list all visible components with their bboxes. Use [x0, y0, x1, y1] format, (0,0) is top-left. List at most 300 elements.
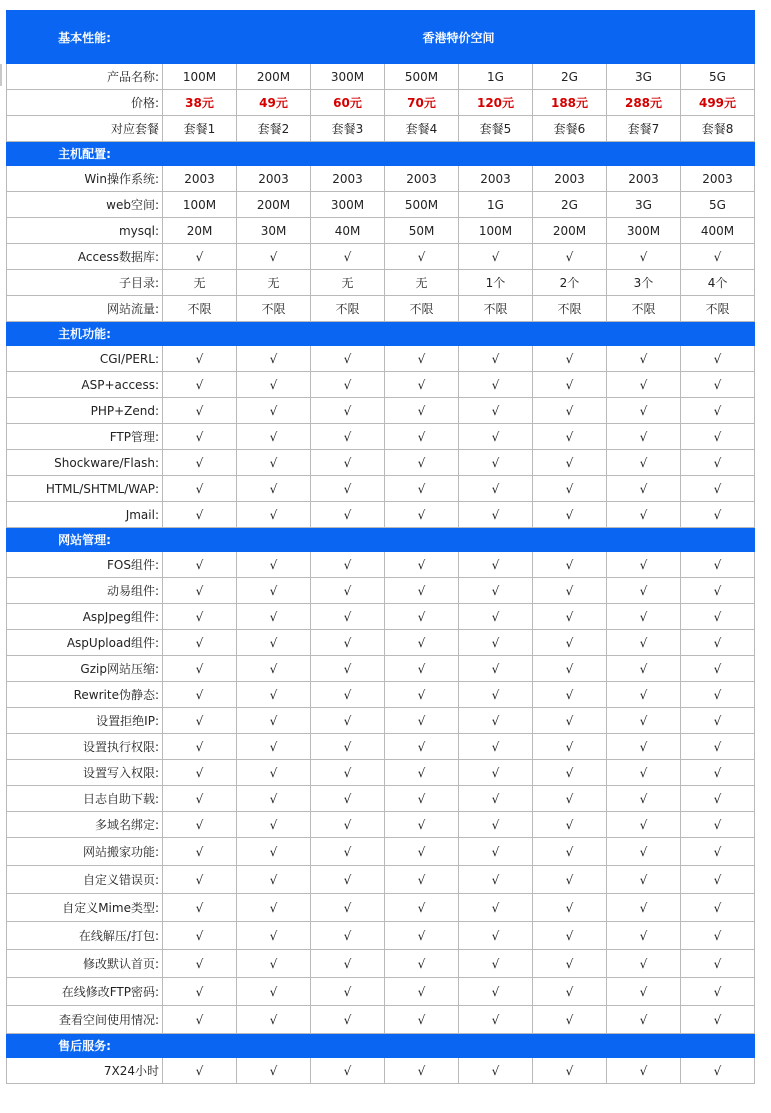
check-mark-icon: √: [681, 922, 755, 950]
plan-price: 288元: [607, 90, 681, 116]
check-mark-icon: √: [533, 1006, 607, 1034]
check-mark-icon: √: [459, 656, 533, 682]
check-mark-icon: √: [237, 656, 311, 682]
row-label: 查看空间使用情况:: [7, 1006, 163, 1034]
check-mark-icon: √: [163, 346, 237, 372]
section-title: 网站管理:: [7, 528, 163, 552]
check-mark-icon: √: [681, 734, 755, 760]
row-label: 多域名绑定:: [7, 812, 163, 838]
plan-comparison-table: [6, 10, 755, 1084]
check-mark-icon: √: [533, 1058, 607, 1084]
check-mark-icon: √: [533, 424, 607, 450]
table-cell: 2个: [533, 270, 607, 296]
check-mark-icon: √: [533, 760, 607, 786]
check-mark-icon: √: [237, 630, 311, 656]
check-mark-icon: √: [385, 812, 459, 838]
check-mark-icon: √: [311, 476, 385, 502]
table-row: [7, 734, 755, 760]
check-mark-icon: √: [311, 346, 385, 372]
plan-name: 300M: [311, 64, 385, 90]
check-mark-icon: √: [311, 760, 385, 786]
section-header-host-config: [7, 142, 755, 166]
table-row: [7, 760, 755, 786]
check-mark-icon: √: [533, 578, 607, 604]
table-cell: √: [237, 244, 311, 270]
plan-package: 套餐3: [311, 116, 385, 142]
check-mark-icon: √: [385, 708, 459, 734]
row-label: mysql:: [7, 218, 163, 244]
check-mark-icon: √: [311, 894, 385, 922]
table-row: [7, 552, 755, 578]
table-row: [7, 1058, 755, 1084]
check-mark-icon: √: [311, 450, 385, 476]
row-label: 设置执行权限:: [7, 734, 163, 760]
check-mark-icon: √: [311, 922, 385, 950]
plan-price: 120元: [459, 90, 533, 116]
check-mark-icon: √: [385, 978, 459, 1006]
table-cell: 50M: [385, 218, 459, 244]
table-row: [7, 604, 755, 630]
check-mark-icon: √: [459, 760, 533, 786]
row-label: Jmail:: [7, 502, 163, 528]
check-mark-icon: √: [311, 682, 385, 708]
table-cell: 100M: [459, 218, 533, 244]
table-cell: 无: [385, 270, 459, 296]
check-mark-icon: √: [459, 578, 533, 604]
table-cell: 1G: [459, 192, 533, 218]
table-cell: 3个: [607, 270, 681, 296]
table-row: [7, 812, 755, 838]
check-mark-icon: √: [163, 450, 237, 476]
check-mark-icon: √: [163, 502, 237, 528]
check-mark-icon: √: [385, 398, 459, 424]
check-mark-icon: √: [681, 786, 755, 812]
check-mark-icon: √: [681, 682, 755, 708]
plan-package: 套餐7: [607, 116, 681, 142]
check-mark-icon: √: [237, 978, 311, 1006]
table-row: [7, 978, 755, 1006]
check-mark-icon: √: [607, 398, 681, 424]
table-cell: √: [311, 244, 385, 270]
table-cell: √: [459, 244, 533, 270]
table-cell: 不限: [533, 296, 607, 322]
check-mark-icon: √: [607, 838, 681, 866]
plan-name: 200M: [237, 64, 311, 90]
plan-package: 套餐6: [533, 116, 607, 142]
check-mark-icon: √: [459, 1058, 533, 1084]
check-mark-icon: √: [237, 424, 311, 450]
table-row: [7, 502, 755, 528]
table-row: [7, 424, 755, 450]
check-mark-icon: √: [681, 398, 755, 424]
check-mark-icon: √: [163, 978, 237, 1006]
table-row: [7, 270, 755, 296]
check-mark-icon: √: [237, 866, 311, 894]
table-cell: 2003: [311, 166, 385, 192]
check-mark-icon: √: [533, 346, 607, 372]
price-row: [7, 90, 755, 116]
check-mark-icon: √: [681, 1058, 755, 1084]
row-label: 价格:: [7, 90, 163, 116]
table-cell: √: [385, 244, 459, 270]
check-mark-icon: √: [459, 838, 533, 866]
check-mark-icon: √: [607, 578, 681, 604]
table-cell: √: [163, 244, 237, 270]
check-mark-icon: √: [385, 604, 459, 630]
package-row: [7, 116, 755, 142]
check-mark-icon: √: [533, 894, 607, 922]
table-title: 香港特价空间: [163, 11, 755, 64]
plan-name: 100M: [163, 64, 237, 90]
check-mark-icon: √: [607, 922, 681, 950]
check-mark-icon: √: [681, 760, 755, 786]
check-mark-icon: √: [385, 950, 459, 978]
table-cell: 200M: [533, 218, 607, 244]
section-header-host-features: [7, 322, 755, 346]
section-spacer: [163, 142, 755, 166]
check-mark-icon: √: [607, 372, 681, 398]
check-mark-icon: √: [533, 552, 607, 578]
check-mark-icon: √: [163, 552, 237, 578]
check-mark-icon: √: [163, 682, 237, 708]
table-row: [7, 922, 755, 950]
check-mark-icon: √: [459, 372, 533, 398]
table-row: [7, 296, 755, 322]
row-label: Win操作系统:: [7, 166, 163, 192]
check-mark-icon: √: [163, 398, 237, 424]
section-title: 售后服务:: [7, 1034, 163, 1058]
row-label: 对应套餐: [7, 116, 163, 142]
check-mark-icon: √: [459, 552, 533, 578]
check-mark-icon: √: [607, 424, 681, 450]
check-mark-icon: √: [237, 476, 311, 502]
table-cell: 40M: [311, 218, 385, 244]
check-mark-icon: √: [311, 552, 385, 578]
check-mark-icon: √: [459, 398, 533, 424]
check-mark-icon: √: [163, 786, 237, 812]
check-mark-icon: √: [311, 1006, 385, 1034]
check-mark-icon: √: [385, 424, 459, 450]
check-mark-icon: √: [533, 450, 607, 476]
hosting-comparison: [6, 10, 755, 1084]
check-mark-icon: √: [459, 476, 533, 502]
check-mark-icon: √: [459, 346, 533, 372]
check-mark-icon: √: [533, 950, 607, 978]
check-mark-icon: √: [533, 630, 607, 656]
section-header-site-management: [7, 528, 755, 552]
check-mark-icon: √: [163, 838, 237, 866]
check-mark-icon: √: [533, 734, 607, 760]
check-mark-icon: √: [311, 578, 385, 604]
check-mark-icon: √: [163, 812, 237, 838]
table-cell: 不限: [311, 296, 385, 322]
check-mark-icon: √: [237, 760, 311, 786]
table-row: [7, 166, 755, 192]
check-mark-icon: √: [311, 978, 385, 1006]
check-mark-icon: √: [533, 372, 607, 398]
plan-package: 套餐4: [385, 116, 459, 142]
check-mark-icon: √: [385, 866, 459, 894]
check-mark-icon: √: [385, 734, 459, 760]
table-row: [7, 372, 755, 398]
table-row: [7, 630, 755, 656]
check-mark-icon: √: [681, 894, 755, 922]
plan-price: 60元: [311, 90, 385, 116]
check-mark-icon: √: [311, 708, 385, 734]
check-mark-icon: √: [681, 866, 755, 894]
table-row: [7, 682, 755, 708]
check-mark-icon: √: [385, 578, 459, 604]
check-mark-icon: √: [533, 922, 607, 950]
check-mark-icon: √: [459, 922, 533, 950]
check-mark-icon: √: [237, 682, 311, 708]
table-cell: 1个: [459, 270, 533, 296]
check-mark-icon: √: [459, 734, 533, 760]
check-mark-icon: √: [533, 502, 607, 528]
check-mark-icon: √: [385, 656, 459, 682]
check-mark-icon: √: [163, 894, 237, 922]
plan-name: 2G: [533, 64, 607, 90]
check-mark-icon: √: [607, 866, 681, 894]
check-mark-icon: √: [237, 922, 311, 950]
check-mark-icon: √: [385, 450, 459, 476]
table-cell: √: [681, 244, 755, 270]
check-mark-icon: √: [459, 1006, 533, 1034]
check-mark-icon: √: [163, 734, 237, 760]
check-mark-icon: √: [533, 978, 607, 1006]
section-title: 主机功能:: [7, 322, 163, 346]
check-mark-icon: √: [681, 424, 755, 450]
check-mark-icon: √: [237, 708, 311, 734]
check-mark-icon: √: [607, 630, 681, 656]
table-cell: 300M: [311, 192, 385, 218]
check-mark-icon: √: [311, 812, 385, 838]
check-mark-icon: √: [681, 502, 755, 528]
table-cell: 无: [237, 270, 311, 296]
plan-price: 499元: [681, 90, 755, 116]
check-mark-icon: √: [533, 786, 607, 812]
check-mark-icon: √: [607, 786, 681, 812]
check-mark-icon: √: [385, 838, 459, 866]
row-label: FOS组件:: [7, 552, 163, 578]
check-mark-icon: √: [681, 552, 755, 578]
check-mark-icon: √: [163, 950, 237, 978]
check-mark-icon: √: [237, 450, 311, 476]
check-mark-icon: √: [163, 630, 237, 656]
check-mark-icon: √: [533, 398, 607, 424]
table-cell: √: [533, 244, 607, 270]
section-spacer: [163, 1034, 755, 1058]
product-row: [7, 64, 755, 90]
row-label: Rewrite伪静态:: [7, 682, 163, 708]
plan-package: 套餐5: [459, 116, 533, 142]
check-mark-icon: √: [311, 656, 385, 682]
check-mark-icon: √: [163, 922, 237, 950]
table-row: [7, 398, 755, 424]
check-mark-icon: √: [607, 656, 681, 682]
table-row: [7, 708, 755, 734]
table-row: [7, 578, 755, 604]
check-mark-icon: √: [607, 476, 681, 502]
check-mark-icon: √: [237, 552, 311, 578]
check-mark-icon: √: [163, 866, 237, 894]
row-label: ASP+access:: [7, 372, 163, 398]
check-mark-icon: √: [459, 708, 533, 734]
check-mark-icon: √: [533, 476, 607, 502]
table-cell: 2003: [607, 166, 681, 192]
plan-price: 49元: [237, 90, 311, 116]
plan-package: 套餐2: [237, 116, 311, 142]
plan-package: 套餐8: [681, 116, 755, 142]
table-cell: 2003: [459, 166, 533, 192]
table-row: [7, 950, 755, 978]
row-label: 产品名称:: [7, 64, 163, 90]
check-mark-icon: √: [459, 894, 533, 922]
check-mark-icon: √: [681, 950, 755, 978]
row-label: 动易组件:: [7, 578, 163, 604]
check-mark-icon: √: [607, 734, 681, 760]
table-cell: 2003: [385, 166, 459, 192]
table-cell: 不限: [681, 296, 755, 322]
table-cell: 2003: [237, 166, 311, 192]
check-mark-icon: √: [163, 604, 237, 630]
check-mark-icon: √: [533, 708, 607, 734]
check-mark-icon: √: [459, 604, 533, 630]
table-cell: 20M: [163, 218, 237, 244]
check-mark-icon: √: [681, 476, 755, 502]
check-mark-icon: √: [237, 604, 311, 630]
check-mark-icon: √: [311, 838, 385, 866]
check-mark-icon: √: [385, 786, 459, 812]
table-cell: 200M: [237, 192, 311, 218]
check-mark-icon: √: [163, 708, 237, 734]
check-mark-icon: √: [163, 760, 237, 786]
plan-price: 38元: [163, 90, 237, 116]
row-label: AspJpeg组件:: [7, 604, 163, 630]
check-mark-icon: √: [311, 866, 385, 894]
table-cell: 不限: [459, 296, 533, 322]
check-mark-icon: √: [237, 786, 311, 812]
table-cell: 不限: [607, 296, 681, 322]
check-mark-icon: √: [459, 450, 533, 476]
table-body: [7, 11, 755, 1084]
check-mark-icon: √: [163, 476, 237, 502]
check-mark-icon: √: [385, 502, 459, 528]
table-cell: 不限: [163, 296, 237, 322]
table-cell: 500M: [385, 192, 459, 218]
check-mark-icon: √: [163, 578, 237, 604]
check-mark-icon: √: [533, 866, 607, 894]
check-mark-icon: √: [459, 812, 533, 838]
table-cell: √: [607, 244, 681, 270]
plan-name: 500M: [385, 64, 459, 90]
check-mark-icon: √: [533, 838, 607, 866]
check-mark-icon: √: [163, 1058, 237, 1084]
section-spacer: [163, 528, 755, 552]
check-mark-icon: √: [237, 1058, 311, 1084]
check-mark-icon: √: [385, 1006, 459, 1034]
check-mark-icon: √: [607, 1058, 681, 1084]
check-mark-icon: √: [681, 450, 755, 476]
row-label: 在线解压/打包:: [7, 922, 163, 950]
row-label: 自定义Mime类型:: [7, 894, 163, 922]
plan-package: 套餐1: [163, 116, 237, 142]
check-mark-icon: √: [311, 786, 385, 812]
check-mark-icon: √: [385, 476, 459, 502]
check-mark-icon: √: [237, 950, 311, 978]
check-mark-icon: √: [237, 838, 311, 866]
check-mark-icon: √: [311, 734, 385, 760]
check-mark-icon: √: [237, 372, 311, 398]
row-label: 网站搬家功能:: [7, 838, 163, 866]
row-label: 修改默认首页:: [7, 950, 163, 978]
check-mark-icon: √: [385, 552, 459, 578]
check-mark-icon: √: [311, 604, 385, 630]
check-mark-icon: √: [607, 978, 681, 1006]
table-cell: 不限: [385, 296, 459, 322]
check-mark-icon: √: [459, 424, 533, 450]
check-mark-icon: √: [607, 894, 681, 922]
table-row: [7, 450, 755, 476]
check-mark-icon: √: [533, 682, 607, 708]
row-label: web空间:: [7, 192, 163, 218]
check-mark-icon: √: [237, 578, 311, 604]
section-spacer: [163, 322, 755, 346]
check-mark-icon: √: [533, 656, 607, 682]
table-row: [7, 656, 755, 682]
table-row: [7, 244, 755, 270]
table-cell: 4个: [681, 270, 755, 296]
section-header-after-sales: [7, 1034, 755, 1058]
table-cell: 100M: [163, 192, 237, 218]
check-mark-icon: √: [607, 950, 681, 978]
check-mark-icon: √: [459, 786, 533, 812]
check-mark-icon: √: [681, 812, 755, 838]
check-mark-icon: √: [237, 894, 311, 922]
check-mark-icon: √: [237, 346, 311, 372]
check-mark-icon: √: [681, 838, 755, 866]
check-mark-icon: √: [681, 604, 755, 630]
check-mark-icon: √: [385, 1058, 459, 1084]
row-label: PHP+Zend:: [7, 398, 163, 424]
check-mark-icon: √: [681, 346, 755, 372]
check-mark-icon: √: [385, 372, 459, 398]
table-row: [7, 1006, 755, 1034]
check-mark-icon: √: [385, 922, 459, 950]
table-cell: 2003: [533, 166, 607, 192]
table-cell: 30M: [237, 218, 311, 244]
row-label: HTML/SHTML/WAP:: [7, 476, 163, 502]
table-row: [7, 346, 755, 372]
check-mark-icon: √: [385, 682, 459, 708]
check-mark-icon: √: [681, 630, 755, 656]
check-mark-icon: √: [385, 630, 459, 656]
check-mark-icon: √: [385, 894, 459, 922]
row-label: Shockware/Flash:: [7, 450, 163, 476]
table-cell: 无: [311, 270, 385, 296]
check-mark-icon: √: [607, 682, 681, 708]
check-mark-icon: √: [533, 604, 607, 630]
table-cell: 5G: [681, 192, 755, 218]
table-cell: 无: [163, 270, 237, 296]
row-label: 日志自助下载:: [7, 786, 163, 812]
basic-performance-label: 基本性能:: [7, 11, 163, 64]
table-row: [7, 866, 755, 894]
row-label: 设置拒绝IP:: [7, 708, 163, 734]
section-title: 主机配置:: [7, 142, 163, 166]
check-mark-icon: √: [459, 866, 533, 894]
check-mark-icon: √: [607, 552, 681, 578]
